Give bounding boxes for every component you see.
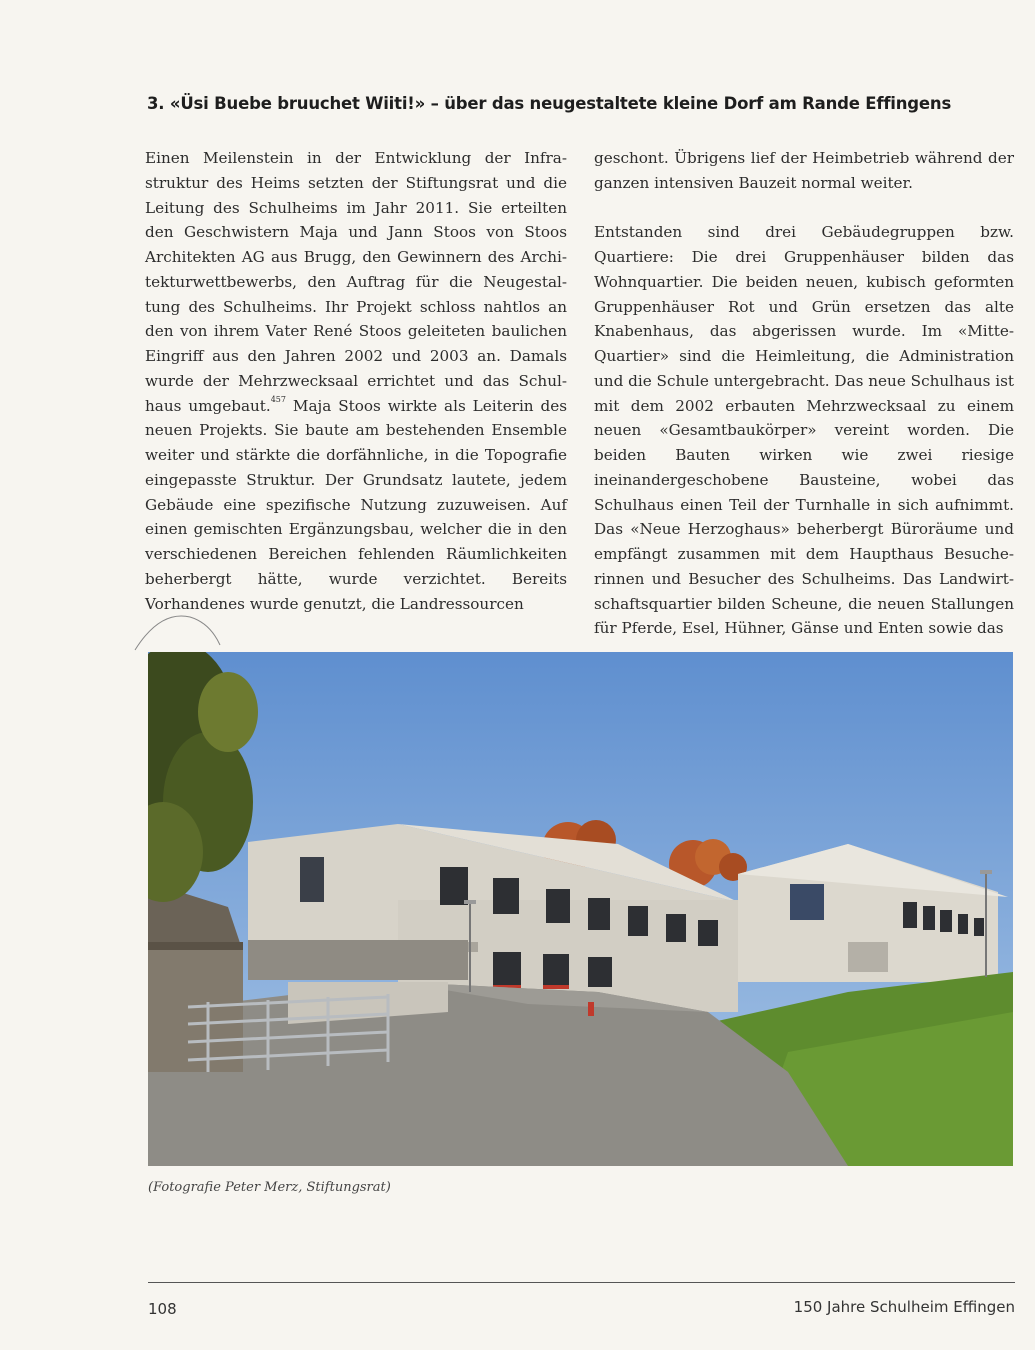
fire-hydrant [588, 1002, 594, 1016]
footer-rule [148, 1282, 1015, 1283]
left-shed [148, 882, 243, 1072]
photo-illustration [148, 652, 1013, 1166]
right-text-column [594, 146, 1014, 641]
building-photograph [148, 652, 1013, 1166]
footnote-reference[interactable]: 457 [270, 394, 286, 404]
running-footer-title: 150 Jahre Schulheim Effingen [793, 1298, 1015, 1316]
left-paragraph-text: Einen Meilenstein in der Entwicklung der Infrastruktur des Heims setzten der Stiftungsrat und die Leitung des Schulheims im Jahr 2011. Sie erteilten den Geschwistern Maja und Jann Stoos von Stoos Architekten AG aus Brugg, den Gewinnern des Architekturwettbewerbs, den Auftrag für die Neugestaltung des Schulheims. Ihr Projekt schloss nahtlos an den von ihrem Vater René Stoos geleiteten baulichen Eingriff aus den Jahren 2002 und 2003 an. Damals wurde der Mehrzwecksaal errichtet und das Schulhaus umgebaut. [145, 149, 567, 415]
page-number: 108 [148, 1300, 177, 1318]
left-paragraph [145, 146, 567, 616]
photo-caption: (Fotografie Peter Merz, Stiftungsrat) [148, 1180, 391, 1195]
right-paragraph-1: geschont. Übrigens lief der Heimbetrieb während der ganzen intensiven Bauzeit normal weiter. [594, 149, 1014, 192]
right-paragraph-2: Entstanden sind drei Gebäudegruppen bzw. Quartiere: Die drei Gruppenhäuser bilden das Wohnquartier. Die beiden neuen, kubisch geformten Gruppenhäuser Rot und Grün ersetzen das alte Knabenhaus, das abgerissen wurde. Im «Mitte-Quartier» sind die Heimleitung, die Administration und die Schule untergebracht. Das neue Schulhaus ist mit dem 2002 erbauten Mehrzwecksaal zu einem neuen «Gesamtbaukörper» vereint worden. Die beiden Bauten wirken wie zwei riesige ineinandergeschobene Bausteine, wobei das Schulhaus einen Teil der Turnhalle in sich aufnimmt. Das «Neue Herzoghaus» beherbergt Büroräume und empfängt zusammen mit dem Haupthaus Besucherinnen und Besucher des Schulheims. Das Landwirtschaftsquartier bilden Scheune, die neuen Stallungen für Pferde, Esel, Hühner, Gänse und Enten sowie das [594, 223, 1014, 638]
left-text-column [145, 146, 567, 616]
left-paragraph-continued: Maja Stoos wirkte als Leiterin des neuen Projekts. Sie baute am bestehenden Ensemble weiter und stärkte die dorfähnliche, in die Topografie eingepasste Struktur. Der Grundsatz lautete, jedem Gebäude eine spezifische Nutzung zuzuweisen. Auf einen gemischten Ergänzungsbau, welcher die in den verschiedenen Bereichen fehlenden Räumlichkeiten beherbergt hätte, wurde verzichtet. Bereits Vorhandenes wurde genutzt, die Landressourcen [145, 396, 568, 613]
section-heading: 3. «Üsi Buebe bruuchet Wiiti!» – über das neugestaltete kleine Dorf am Rande Effingens [147, 94, 952, 113]
pencil-mark-scribble [130, 605, 230, 655]
